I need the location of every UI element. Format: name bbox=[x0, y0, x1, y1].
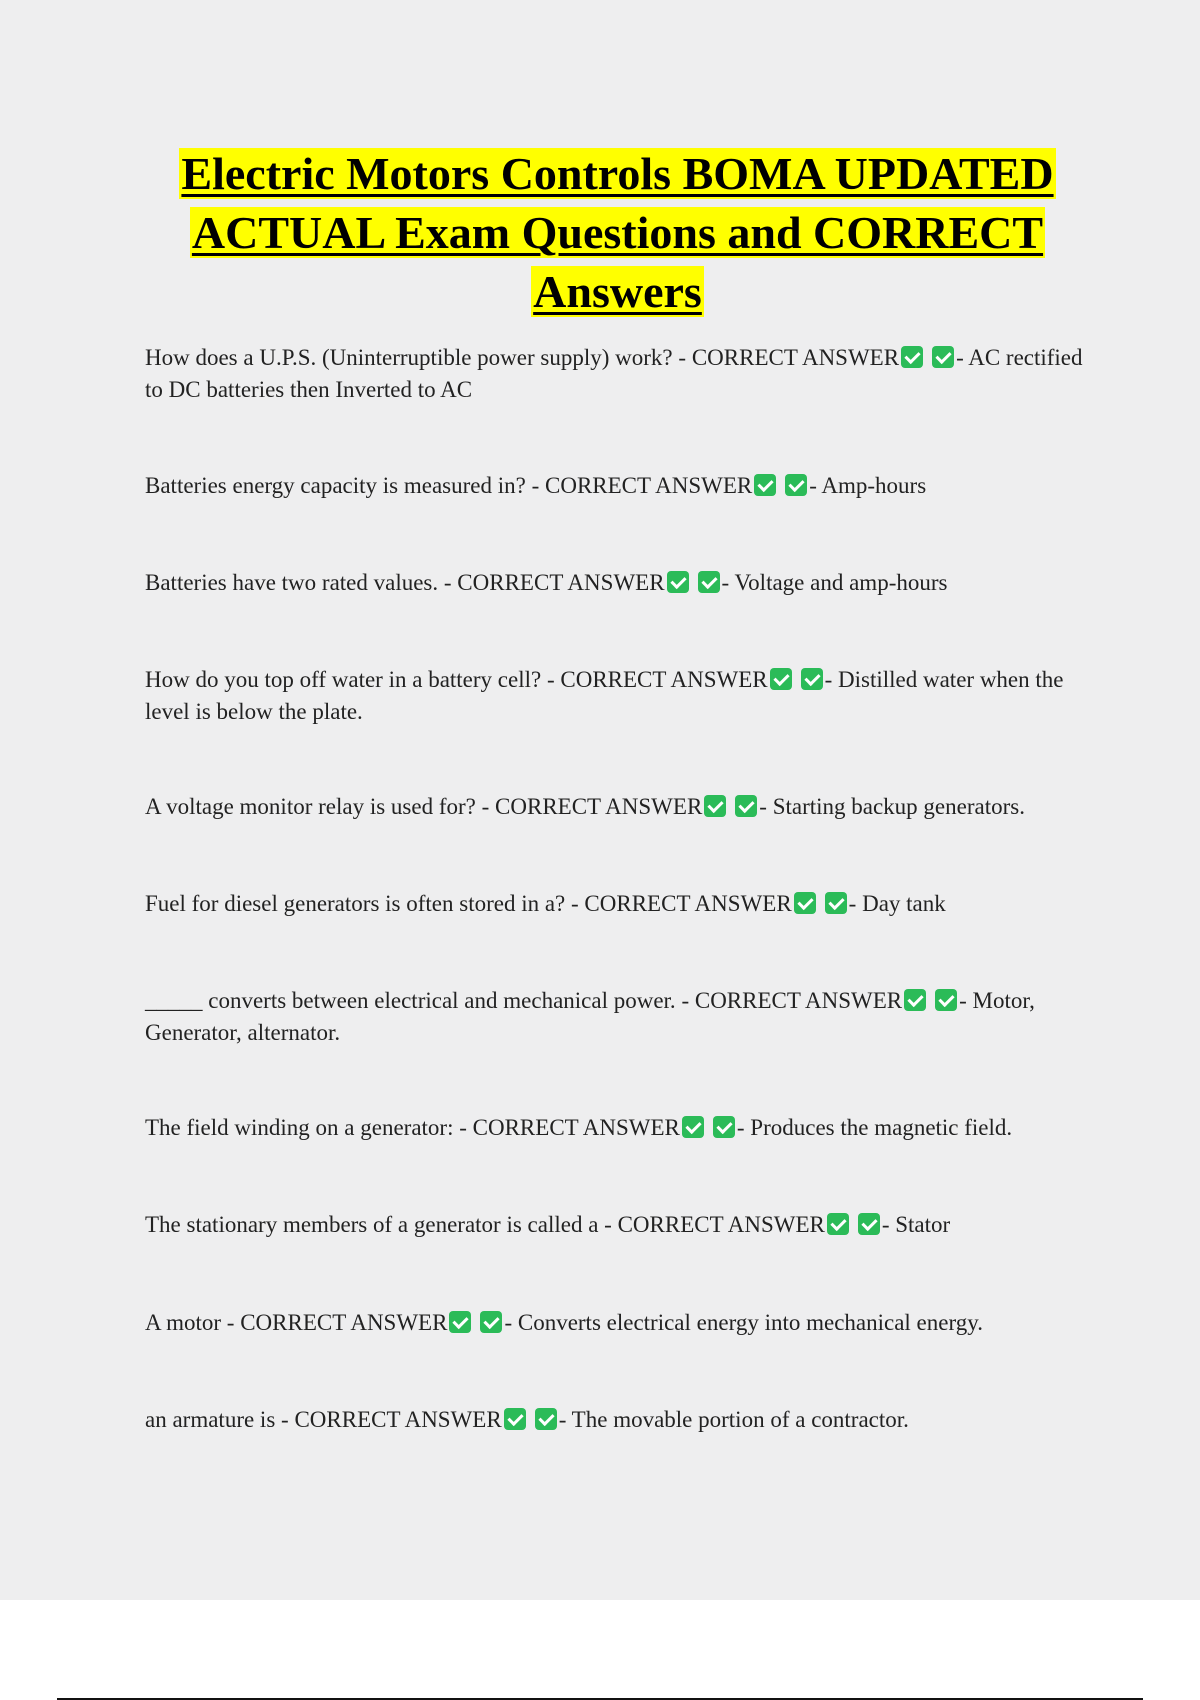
qa-item bbox=[145, 567, 1095, 599]
check-mark-icon bbox=[535, 1408, 557, 1430]
question-text: The stationary members of a generator is called a bbox=[145, 1212, 599, 1237]
answer-text: - Converts electrical energy into mechanical energy. bbox=[504, 1310, 983, 1335]
check-mark-icon bbox=[735, 795, 757, 817]
correct-answer-label: - CORRECT ANSWER bbox=[678, 345, 900, 370]
check-mark-icon bbox=[785, 474, 807, 496]
correct-answer-label: - CORRECT ANSWER bbox=[571, 891, 792, 916]
question-text: How do you top off water in a battery cell? bbox=[145, 667, 542, 692]
check-mark-icon bbox=[480, 1311, 502, 1333]
qa-item bbox=[145, 1112, 1095, 1144]
check-mark-icon bbox=[827, 1213, 849, 1235]
question-text: an armature is bbox=[145, 1407, 276, 1432]
check-mark-icon bbox=[682, 1116, 704, 1138]
qa-item bbox=[145, 888, 1095, 920]
answer-text: - Stator bbox=[881, 1212, 951, 1237]
answer-text: - Motor, Generator, alternator. bbox=[145, 988, 1035, 1045]
correct-answer-label: - CORRECT ANSWER bbox=[604, 1212, 825, 1237]
document-title bbox=[130, 144, 1105, 321]
answer-text: - Voltage and amp-hours bbox=[721, 570, 948, 595]
check-mark-icon bbox=[858, 1213, 880, 1235]
check-mark-icon bbox=[704, 795, 726, 817]
qa-item bbox=[145, 470, 1095, 502]
answer-text: - Distilled water when the level is below the plate. bbox=[145, 667, 1064, 724]
qa-item bbox=[145, 664, 1095, 728]
correct-answer-label: - CORRECT ANSWER bbox=[681, 988, 903, 1013]
title-line-1: Electric Motors Controls BOMA UPDATED bbox=[181, 148, 1054, 199]
question-text: A motor bbox=[145, 1310, 222, 1335]
question-text: A voltage monitor relay is used for? bbox=[145, 794, 476, 819]
answer-text: - AC rectified to DC batteries then Inverted to AC bbox=[145, 345, 1083, 402]
answer-text: - Amp-hours bbox=[809, 473, 927, 498]
question-text: Fuel for diesel generators is often stored in a? bbox=[145, 891, 566, 916]
check-mark-icon bbox=[449, 1311, 471, 1333]
question-text: The field winding on a generator: bbox=[145, 1115, 454, 1140]
check-mark-icon bbox=[754, 474, 776, 496]
check-mark-icon bbox=[794, 892, 816, 914]
answer-text: - Starting backup generators. bbox=[759, 794, 1025, 819]
qa-item bbox=[145, 985, 1095, 1049]
check-mark-icon bbox=[667, 571, 689, 593]
correct-answer-label: - CORRECT ANSWER bbox=[443, 570, 665, 595]
qa-item bbox=[145, 1209, 1095, 1241]
question-text: How does a U.P.S. (Uninterruptible power supply) work? bbox=[145, 345, 673, 370]
check-mark-icon bbox=[901, 346, 923, 368]
question-text: _____ converts between electrical and mechanical power. bbox=[145, 988, 676, 1013]
title-line-2: ACTUAL Exam Questions and CORRECT bbox=[191, 207, 1044, 258]
correct-answer-label: - CORRECT ANSWER bbox=[281, 1407, 502, 1432]
qa-item bbox=[145, 791, 1095, 823]
check-mark-icon bbox=[713, 1116, 735, 1138]
answer-text: - The movable portion of a contractor. bbox=[558, 1407, 909, 1432]
check-mark-icon bbox=[935, 989, 957, 1011]
correct-answer-label: - CORRECT ANSWER bbox=[481, 794, 703, 819]
question-text: Batteries have two rated values. bbox=[145, 570, 439, 595]
correct-answer-label: - CORRECT ANSWER bbox=[546, 667, 768, 692]
question-text: Batteries energy capacity is measured in? bbox=[145, 473, 526, 498]
answer-text: - Day tank bbox=[848, 891, 946, 916]
qa-item bbox=[145, 1404, 1095, 1436]
answer-text: - Produces the magnetic field. bbox=[736, 1115, 1013, 1140]
correct-answer-label: - CORRECT ANSWER bbox=[459, 1115, 680, 1140]
correct-answer-label: - CORRECT ANSWER bbox=[531, 473, 753, 498]
title-line-3: Answers bbox=[533, 266, 702, 317]
qa-item bbox=[145, 1307, 1095, 1339]
qa-item bbox=[145, 342, 1095, 406]
correct-answer-label: - CORRECT ANSWER bbox=[226, 1310, 448, 1335]
check-mark-icon bbox=[770, 668, 792, 690]
check-mark-icon bbox=[932, 346, 954, 368]
check-mark-icon bbox=[698, 571, 720, 593]
check-mark-icon bbox=[904, 989, 926, 1011]
check-mark-icon bbox=[504, 1408, 526, 1430]
check-mark-icon bbox=[801, 668, 823, 690]
check-mark-icon bbox=[825, 892, 847, 914]
